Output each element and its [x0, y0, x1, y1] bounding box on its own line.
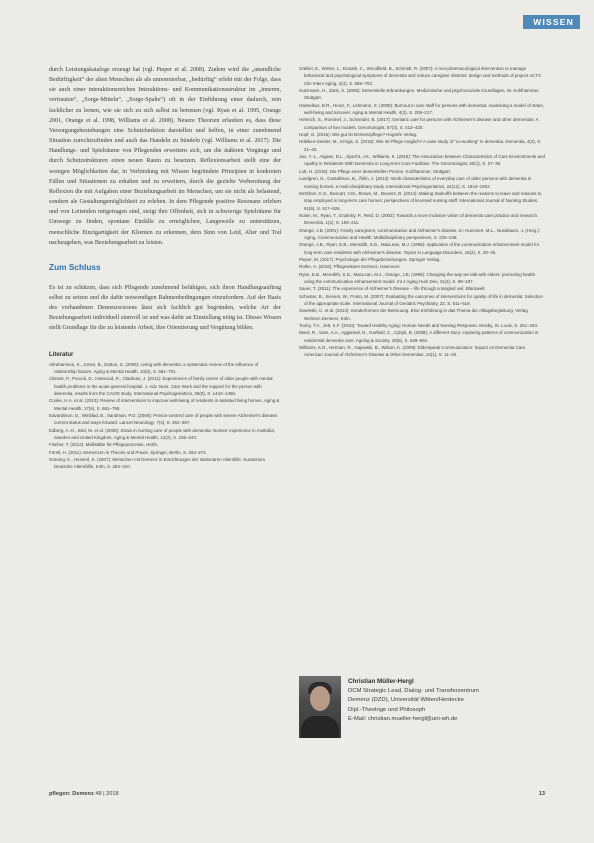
- reference-list-left: [49, 361, 281, 471]
- section-tag: WISSEN: [523, 15, 580, 29]
- journal-issue: 48 | 2018: [95, 791, 119, 797]
- reference-item: Ryan, E.B., Meredith, S.D., MacLean, M.J., Orange, J.B. (1995): Changing the way we talk with elders: promoting health using the communication enhancement model. Int J Aging Hum Dev, 41(2), S. 89–107.: [299, 271, 536, 284]
- reference-item: Cooke, H.A. et al. (2013): Review of interventions to improve well-being of residents in assisted living homes. Aging & Mental Health, 17(6), S. 651–798.: [49, 398, 280, 411]
- author-affiliation: DCM Strategic Lead, Dialog- und Transferzentrum: [348, 688, 479, 694]
- reference-item: Förstl, H. (2011): Demenzen in Theorie und Praxis. Springer, Berlin, S. 263–274.: [49, 449, 207, 455]
- literature-heading: Literatur: [49, 351, 74, 358]
- reference-item: Heinrich, S., Rommel, J., Schneider, B. (2017): Geriatric care for persons with Alzheimer's disease and other dementias: A comparison of two models. Gerontologist, 57(3), S. 412–420.: [299, 117, 539, 130]
- reference-item: Lundgren, D., Gustafsson, B., Åhlin, J. (2012): Work characteristics of everyday care of older persons with dementia in nursing homes: a multi-disciplinary study. International Psychogeriatrics, 24(12), S. 1844–1902.: [299, 176, 532, 189]
- reference-item: Williams, K.N., Herman, R., Gajewski, B., Wilson, K. (2009): Elderspeak Communication: Impact on Dementia Care. American Journal of Alzheimer's Disease & Other Dementias, 24(1), S. 11–20.: [299, 345, 527, 358]
- reference-item: McGilton, K.S., Boscart, V.M., Brown, M., Bowers, B. (2014): Making tradeoffs between the reasons to leave and reasons to stay employed in long-term care homes: perspectives of licensed nursing staff. International Journal of Nursing Studies, 51(6), S. 917–926.: [299, 190, 542, 211]
- section-heading: Zum Schluss: [49, 261, 101, 272]
- author-info: [348, 678, 545, 725]
- footer-journal: [49, 791, 119, 797]
- reference-item: Clissett, P., Porock, D., Harwood, R., Gladman, J. (2011): Experiences of family carers of older people with mental health problems in the acute general hospital. J. Adv. Nurs. Care Work and the support for the person with dementia, results from the CAVID study. International Psychogeriatrics, 25(9), S. 1442–1456.: [49, 376, 273, 396]
- reference-item: Hülsken-Giesler, M., Krings, S. (2015): Wie ist Pflege möglich? A case study of “co-working” in dementia. Dementia, 4(3), S. 21–42.: [299, 139, 542, 152]
- reference-item: Edberg, A.-K., Bird, M. et al. (2008): Strain in nursing care of people with dementia: Nurses' experience in Australia, Sweden and United Kingdom. Aging & Mental Health, 12(2), S. 236–243.: [49, 427, 276, 441]
- reference-item: Edvardsson, D., Winblad, B., Sandman, P.O. (2008): Person-centred care of people with severe Alzheimer's disease: current status and ways forward. Lancet Neurology, 7(4), S. 362–367.: [49, 413, 279, 426]
- reference-item: Abrahamson, K., Jones, B., Dutton, S. (2006): Living with dementia: a systematic review of the influence of relationship factors. Aging & Mental Health, 10(6), S. 681–701.: [49, 361, 259, 374]
- reference-item: Jao, Y.-L., Algase, D.L., Specht, J.K., Williams, K. (2015): The Association between Characteristics of Care Environments and Apathy in Residents With Dementia in Long-term Care Facilities. The Gerontologist, 55(1), S. 27–39.: [299, 154, 545, 167]
- reference-item: Hasselkus, B.R., Heinz, F., Lehmann, S. (2000): Burnout in care staff for persons with dementia: examining a model of strain, well-being and turnover. Aging & Mental Health, 4(3), S. 208–217.: [299, 102, 545, 116]
- author-name: Christian Müller-Hergl: [348, 678, 414, 685]
- reference-item: Sowinski, C. et al. (2013): Sonderformen der Betreuung. Eine Einführung in das Thema der Alltagsbegleitung. Verlag Wohnen Demenz, Köln.: [299, 308, 528, 321]
- author-box: [299, 676, 545, 742]
- reference-item: Gräßel, E., Winter, L., Donath, C., Woodfield, B., Schmidt, R. (2007): A non-pharmacological intervention to manage behavioral and psychological symptoms of dementia and reduce caregiver distress: design and methods of project ACT3. Clin Interv Aging, 2(4), S. 685–703.: [299, 66, 542, 86]
- journal-name: pflegen: Demenz: [49, 791, 94, 797]
- reference-item: Touhy, T.A., Jett, K.F. (2010): Toward Healthy Aging: Human Needs and Nursing Response. Mosby, St. Louis, S. 251–263.: [299, 323, 539, 329]
- reference-item: Gutzmann, H., Zank, S. (2005): Dementielle Erkrankungen. Medizinische und psychosoziale Grundlagen. W. Kohlhammer, Stuttgart.: [299, 88, 540, 101]
- conclusion-paragraph: Es ist zu schätzen, dass sich Pflegende zunehmend befähigen, sich ihren Handlungsauftrag selbst zu setzen und die dafür notwendigen Rahmenbedingungen einzufordern. Auf der Basis des vorhandenen Demenzwissens lässt sich fachlich gut begründen, welche Art der Beziehungsarbeit individuell sinnvoll ist und was dafür an Einstellung nötig ist. Dieses Wissen stellt Grundlage für die zu leistende Arbeit, ihre Orientierung und Vergütung bilden.: [49, 284, 281, 332]
- page-number: 13: [538, 791, 545, 797]
- author-photo: [299, 676, 341, 738]
- reference-item: Pieper, M. (2017): Psychologie der Pflegebeziehungen. Springer Verlag.: [299, 256, 441, 262]
- left-column: [49, 65, 281, 471]
- reference-item: Gröning, K., Heimerl, K. (2007): Menschen mit Demenz in Einrichtungen der stationären Altenhilfe. Kuratorium Deutsche Altershilfe, Köln, S. 253–310.: [49, 457, 266, 470]
- reference-item: Nolan, M., Ryan, T., Enderby, P., Reid, D. (2002): Towards a more inclusive vision of dementia care practice and research. Dementia, 1(2), S. 193–211.: [299, 212, 539, 226]
- reference-item: Fischer, T. (2012): Maßstäbe für Pflegeprozesse, Hürth.: [49, 442, 159, 448]
- intro-paragraph: durch Leistungskataloge erzeugt hat (vgl. Pieper et al. 2008). Zudem wird die „unendliche Bedürftigkeit“ der alten Menschen als als unnormierbar, „bedürftig“ erlebt mit der Folge, dass sie auch einer interaktionsreichen Interaktions- und Kommunikationsstruktur im „inneren, vertrauten“, „Sorge-Mitteln“, „Sorge-Spalte“) oft in der Einführung einer dadurch, rein fachlicher zu lernen, wie sie sich zu sich selbst zu betreuen (vgl. Ryan et al. 1995, Orange 2001, Orange et al. 1998, Williams et al. 2008). Neuere Theorien erlauben es, dass diese Versorgungsbeziehungen eine Schutzfunktion darstellen und helfen, in einer zunehmend Situation zurechtzufinden und auch das Handeln zu bündeln (vgl. Williams et al. 2017). Die Handlungs- und Spielräume von Pflegenden erweitern sich, um die äußeren Vorgänge und durch Schutzstrukturen einen neuen Raum zu besetzen. Reflexionsarbeit stellt eine der wenigen Möglichkeiten dar, in Verbindung mit Wissen begründete Prinzipien in konkreten Fällen und Situationen zu erhalten und zu erweitern, durch die gezielte Vorbereitung der Reflexion die mit Aufgaben einer Beziehungsarbeit im Menschen, um sie nicht als belastend, sondern als Gestaltungsmöglichkeit zu erleben. In dem Pflegende positive Resonanz erleben und von Leitenden mitgetragen sind, steigt ihre Offenheit, sich in schwierige Spielräume für Umwege zu finden, spontane Einfälle zu ermöglichen, Langeweile zu unterstützen, menschliche Einzigartigkeit der Klienten zu erkennen, dem Sinn von Leid, Alter und Tod nachzugehen, was Beziehungsarbeit zu leisten.: [49, 67, 281, 246]
- author-email[interactable]: E-Mail: christian.mueller-hergl@uni-wh.de: [348, 716, 458, 723]
- reference-item: Orange, J.B. (2001): Family caregivers, communication and Alzheimer's disease. In: Hummert, M.L., Nussbaum, J. (Hrsg.): Aging, Communication and Health: Multidisciplinary perspectives, S. 225–248.: [299, 227, 541, 240]
- reference-item: Hopf, G. (2016): Wie gut ist Demenzpflege? Hogrefe Verlag.: [299, 132, 418, 138]
- reference-list-right: [299, 65, 545, 359]
- right-column: [299, 65, 545, 359]
- reference-item: Sauer, T. (2011): The experience of Alzheimer's Disease – life through a tangled veil. Blackwell.: [299, 286, 486, 292]
- author-affiliation: Demenz (DZD), Universität Witten/Herdecke: [348, 697, 464, 704]
- reference-item: Lott, H. (2016): Die Pflege einer dementiellen Person. Kohlhammer, Stuttgart.: [299, 168, 451, 174]
- reference-item: Rothe, A. (2016): Pflegewissen Demenz. Hannover.: [299, 264, 401, 270]
- reference-item: Orange, J.B., Ryan, E.B., Meredith, S.D., MacLean, M.J. (1995): Application of the communication enhancement model for long-term care residents with Alzheimer's disease. Topics in Language Disorders, 15(2), S. 20–35.: [299, 242, 540, 255]
- reference-item: Ward, R., Vass, A.A., Aggarwal, N., Garfield, C., Cybyk, B. (2008): A different story: exploring patterns of communication in residential dementia care. Ageing & Society, 28(5), S. 629–651.: [299, 330, 539, 343]
- author-degree: Dipl.-Theologe und Philosoph: [348, 706, 426, 713]
- reference-item: Schuster, B., Sievers, W., Ponto, M. (2007): Evaluating the outcomes of interventions for quality of life in dementia: Selection of the appropriate scale. International Journal of Geriatric Psychiatry, 22, S. 511–519.: [299, 293, 543, 306]
